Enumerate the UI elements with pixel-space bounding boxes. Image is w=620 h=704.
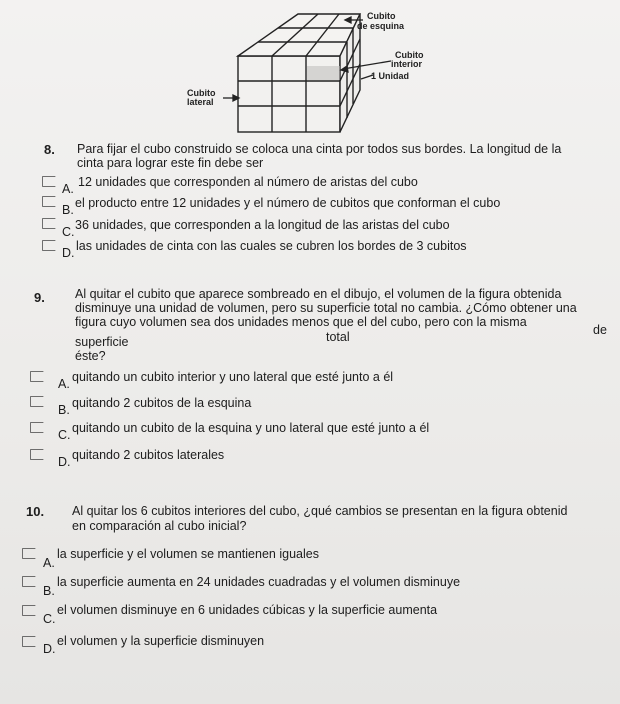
q10-option-d-checkbox[interactable]: [22, 636, 36, 647]
q9-stem-line1: Al quitar el cubito que aparece sombreado en el dibujo, el volumen de la figura obtenida: [75, 287, 562, 301]
q9-option-c-checkbox[interactable]: [30, 422, 44, 433]
q10-option-a-letter: A.: [43, 556, 55, 570]
q9-option-a-text: quitando un cubito interior y uno lateral que esté junto a él: [72, 370, 394, 384]
q9-stem-line3: figura cuyo volumen sea dos unidades menos que el del cubo, pero con la misma: [75, 315, 527, 329]
q8-stem-line1: Para fijar el cubo construido se coloca una cinta por todos sus bordes. La longitud de la: [77, 142, 562, 156]
label-lateral-1: Cubito: [187, 88, 216, 98]
label-lateral-2: lateral: [187, 97, 214, 107]
q10-option-b-checkbox[interactable]: [22, 576, 36, 587]
q8-option-c-text: 36 unidades, que corresponden a la longitud de las aristas del cubo: [75, 218, 450, 232]
label-interior-2: interior: [391, 59, 423, 69]
label-interior-1: Cubito: [395, 50, 424, 60]
label-unit: 1 Unidad: [371, 71, 410, 81]
q10-option-b-text: la superficie aumenta en 24 unidades cuadradas y el volumen disminuye: [57, 575, 461, 589]
q8-option-a-checkbox[interactable]: [42, 176, 56, 187]
q9-stem-line2: disminuye una unidad de volumen, pero su superficie total no cambia. ¿Cómo obtener una: [75, 301, 577, 315]
q10-option-d-letter: D.: [43, 642, 56, 656]
q8-option-d-letter: D.: [62, 246, 75, 260]
q10-option-c-checkbox[interactable]: [22, 605, 36, 616]
q10-option-a-checkbox[interactable]: [22, 548, 36, 559]
q10-stem-line1: Al quitar los 6 cubitos interiores del cubo, ¿qué cambios se presentan en la figura obtenid: [72, 504, 568, 518]
q9-option-b-checkbox[interactable]: [30, 396, 44, 407]
q9-option-c-letter: C.: [58, 428, 71, 442]
q9-number: 9.: [34, 290, 45, 305]
q8-option-b-text: el producto entre 12 unidades y el número de cubitos que conforman el cubo: [75, 196, 501, 210]
q10-option-d-text: el volumen y la superficie disminuyen: [57, 634, 265, 648]
q8-number: 8.: [44, 142, 55, 157]
q9-option-b-letter: B.: [58, 403, 70, 417]
q8-option-a-letter: A.: [62, 182, 74, 196]
q9-option-c-text: quitando un cubito de la esquina y uno lateral que esté junto a él: [72, 421, 430, 435]
q8-option-b-checkbox[interactable]: [42, 196, 56, 207]
q9-option-d-letter: D.: [58, 455, 71, 469]
q8-option-a-text: 12 unidades que corresponden al número de aristas del cubo: [78, 175, 418, 189]
q9-option-a-checkbox[interactable]: [30, 371, 44, 382]
q9-stem-line5: éste?: [75, 349, 106, 363]
q10-option-a-text: la superficie y el volumen se mantienen iguales: [57, 547, 319, 561]
q10-option-c-letter: C.: [43, 612, 56, 626]
label-corner-1: Cubito: [367, 11, 396, 21]
label-corner-2: de esquina: [357, 21, 405, 31]
q8-option-c-letter: C.: [62, 225, 75, 239]
q9-stem-line4c: de: [593, 323, 607, 337]
q8-stem-line2: cinta para lograr este fin debe ser: [77, 156, 264, 170]
q8-option-c-checkbox[interactable]: [42, 218, 56, 229]
q9-option-d-checkbox[interactable]: [30, 449, 44, 460]
q8-option-b-letter: B.: [62, 203, 74, 217]
q8-option-d-text: las unidades de cinta con las cuales se cubren los bordes de 3 cubitos: [76, 239, 467, 253]
q9-stem-line4b: total: [326, 330, 350, 344]
q9-option-d-text: quitando 2 cubitos laterales: [72, 448, 225, 462]
q10-number: 10.: [26, 504, 45, 519]
q8-option-d-checkbox[interactable]: [42, 240, 56, 251]
q10-option-b-letter: B.: [43, 584, 55, 598]
q10-stem-line2: en comparación al cubo inicial?: [72, 519, 247, 533]
q9-option-b-text: quitando 2 cubitos de la esquina: [72, 396, 252, 410]
cube-figure: [185, 6, 445, 136]
q10-option-c-text: el volumen disminuye en 6 unidades cúbicas y la superficie aumenta: [57, 603, 438, 617]
q9-option-a-letter: A.: [58, 377, 70, 391]
q9-stem-line4a: superficie: [75, 335, 129, 349]
